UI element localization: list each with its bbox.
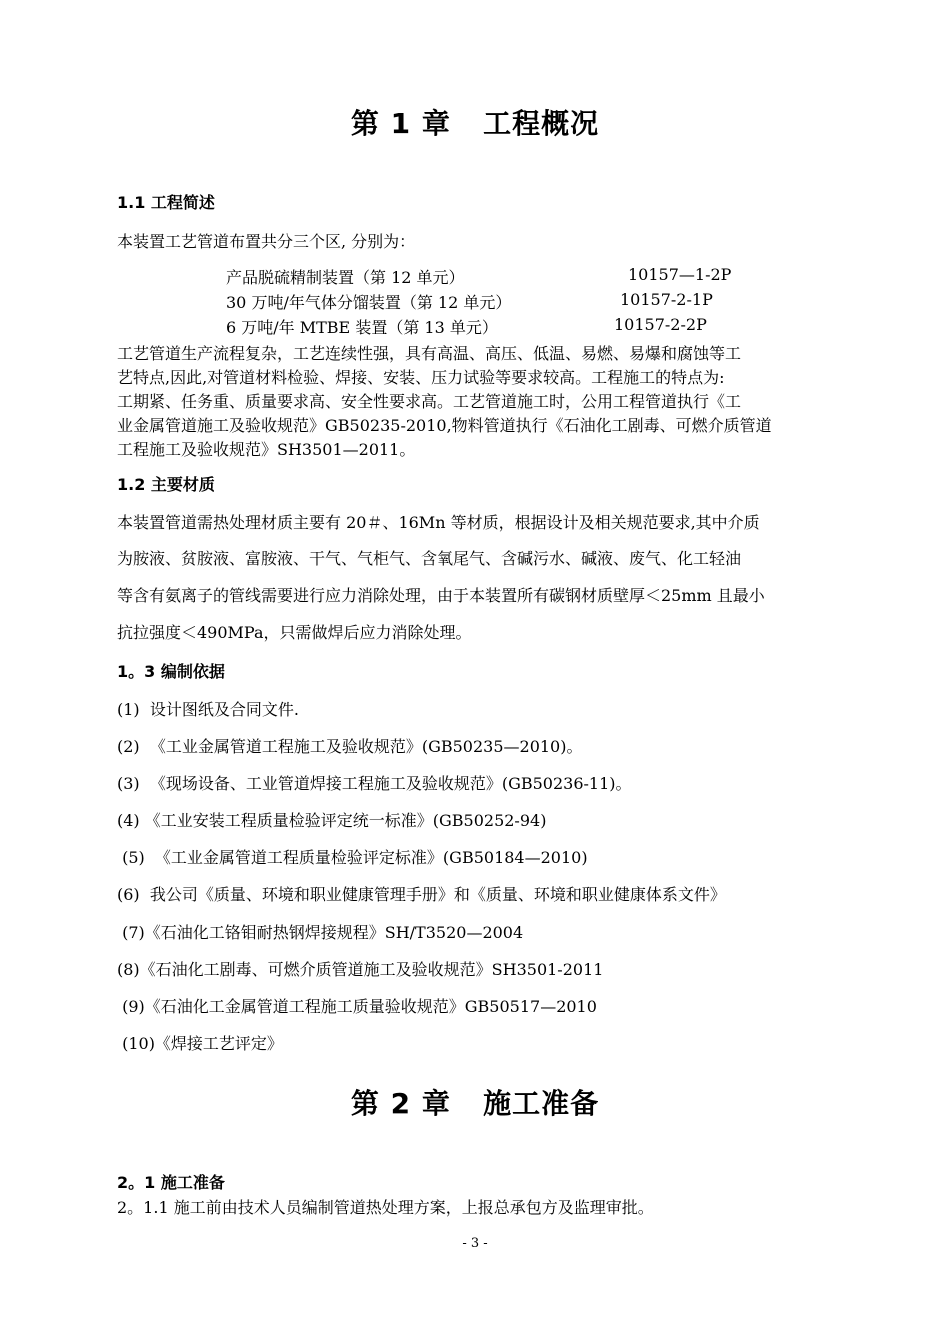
unit-3-code: 10157-2-2P [614,315,707,334]
reference-item: (2) 《工业金属管道工程施工及验收规范》(GB50235—2010)。 [117,737,583,756]
reference-item: (10)《焊接工艺评定》 [117,1034,283,1053]
section-2-1-heading: 2。1 施工准备 [117,1173,225,1192]
section-2-1-line: 2。1.1 施工前由技术人员编制管道热处理方案，上报总承包方及监理审批。 [117,1198,654,1217]
section-1-2-heading: 1.2 主要材质 [117,475,215,494]
reference-item: (5) 《工业金属管道工程质量检验评定标准》(GB50184—2010) [117,848,588,867]
unit-2-code: 10157-2-1P [620,290,713,309]
reference-item: (6) 我公司《质量、环境和职业健康管理手册》和《质量、环境和职业健康体系文件》 [117,885,726,904]
page-number: - 3 - [462,1236,488,1251]
section-1-1-para-line: 工程施工及验收规范》SH3501—2011。 [117,440,416,459]
reference-item: (3) 《现场设备、工业管道焊接工程施工及验收规范》(GB50236-11)。 [117,774,632,793]
chapter-2-title: 第 2 章 施工准备 [350,1087,600,1120]
section-1-1-intro: 本装置工艺管道布置共分三个区, 分别为： [117,232,416,251]
section-1-1-para-line: 业金属管道施工及验收规范》GB50235-2010,物料管道执行《石油化工剧毒、可燃介质管道 [117,416,772,435]
unit-3-name: 6 万吨/年 MTBE 装置（第 13 单元） [226,318,498,337]
reference-item: (1) 设计图纸及合同文件. [117,700,299,719]
reference-item: (4) 《工业安装工程质量检验评定统一标准》(GB50252-94) [117,811,547,830]
section-1-2-para-line: 为胺液、贫胺液、富胺液、干气、气柜气、含氧尾气、含碱污水、碱液、废气、化工轻油 [117,549,742,568]
section-1-2-para-line: 抗拉强度＜490MPa，只需做焊后应力消除处理。 [117,623,472,642]
section-1-1-para-line: 工艺管道生产流程复杂，工艺连续性强，具有高温、高压、低温、易燃、易爆和腐蚀等工 [117,344,742,363]
chapter-1-title: 第 1 章 工程概况 [350,107,600,140]
section-1-2-para-line: 本装置管道需热处理材质主要有 20＃、16Mn 等材质，根据设计及相关规范要求,其中介质 [117,513,760,532]
unit-1-code: 10157—1-2P [628,265,732,284]
reference-item: (7)《石油化工铬钼耐热钢焊接规程》SH/T3520—2004 [117,923,524,942]
section-1-3-heading: 1。3 编制依据 [117,662,225,681]
unit-2-name: 30 万吨/年气体分馏装置（第 12 单元） [226,293,512,312]
section-1-1-heading: 1.1 工程简述 [117,193,215,212]
unit-1-name: 产品脱硫精制装置（第 12 单元） [226,268,465,287]
reference-item: (9)《石油化工金属管道工程施工质量验收规范》GB50517—2010 [117,997,597,1016]
section-1-1-para-line: 艺特点,因此,对管道材料检验、焊接、安装、压力试验等要求较高。工程施工的特点为: [117,368,725,387]
section-1-1-para-line: 工期紧、任务重、质量要求高、安全性要求高。工艺管道施工时，公用工程管道执行《工 [117,392,742,411]
section-1-2-para-line: 等含有氨离子的管线需要进行应力消除处理，由于本装置所有碳钢材质壁厚＜25mm 且最小 [117,586,765,605]
reference-item: (8)《石油化工剧毒、可燃介质管道施工及验收规范》SH3501-2011 [117,960,604,979]
